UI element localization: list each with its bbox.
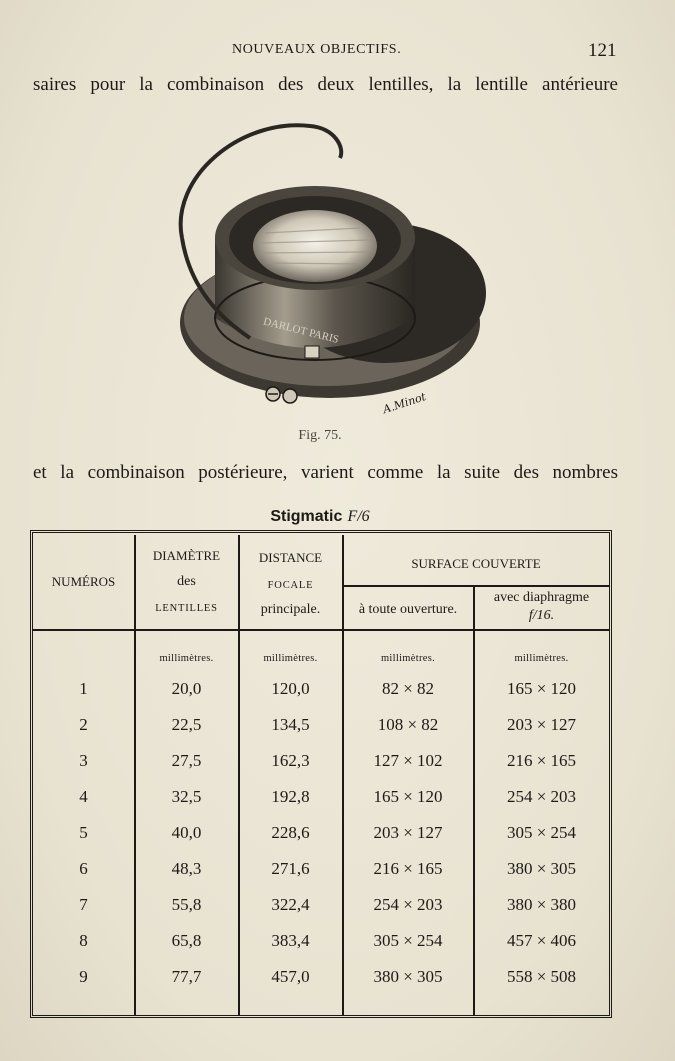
row-distance: 162,3 — [271, 751, 310, 770]
header-principale: principale. — [260, 602, 321, 617]
lens-engraving — [160, 118, 500, 418]
body-text-line-1: saires pour la combinaison des deux lentilles, la lentille antérieure — [33, 74, 618, 95]
row-diametre: 20,0 — [171, 679, 202, 698]
row-distance: 322,4 — [271, 895, 310, 914]
figure-caption: Fig. 75. — [298, 428, 342, 443]
row-surface-toute: 305 × 254 — [373, 931, 443, 950]
header-diaphragme-ratio: f/16. — [528, 608, 555, 623]
table-title-name: Stigmatic — [270, 508, 343, 525]
row-numero: 1 — [79, 679, 88, 698]
row-distance: 383,4 — [271, 931, 310, 950]
row-numero: 2 — [79, 715, 88, 734]
unit-toute-ouverture: millimètres. — [380, 653, 436, 664]
row-distance: 228,6 — [271, 823, 310, 842]
header-distance: DISTANCE — [258, 550, 323, 565]
row-surface-toute: 254 × 203 — [373, 895, 443, 914]
row-diametre: 77,7 — [171, 967, 202, 986]
row-surface-diaphragme: 457 × 406 — [506, 931, 577, 950]
header-numeros: NUMÉROS — [51, 574, 116, 589]
body-text-line-2: et la combinaison postérieure, varient comme la suite des nombres — [33, 462, 618, 483]
page-number: 121 — [588, 40, 617, 61]
row-surface-diaphragme: 380 × 380 — [506, 895, 577, 914]
header-lentilles: LENTILLES — [155, 603, 218, 614]
table-title — [0, 506, 640, 526]
row-numero: 7 — [79, 895, 88, 914]
row-surface-diaphragme: 165 × 120 — [506, 679, 577, 698]
header-surface-couverte: SURFACE COUVERTE — [411, 556, 541, 571]
row-surface-diaphragme: 558 × 508 — [506, 967, 577, 986]
row-diametre: 40,0 — [171, 823, 202, 842]
running-head: NOUVEAUX OBJECTIFS. — [232, 42, 402, 57]
row-diametre: 55,8 — [171, 895, 202, 914]
row-surface-toute: 82 × 82 — [381, 679, 435, 698]
row-surface-toute: 108 × 82 — [377, 715, 439, 734]
unit-distance: millimètres. — [263, 653, 318, 664]
header-toute-ouverture: à toute ouverture. — [358, 602, 458, 617]
row-distance: 120,0 — [271, 679, 310, 698]
row-surface-toute: 216 × 165 — [373, 859, 443, 878]
row-surface-toute: 203 × 127 — [373, 823, 443, 842]
row-surface-toute: 127 × 102 — [373, 751, 443, 770]
row-distance: 271,6 — [271, 859, 310, 878]
table-title-ratio: F/6 — [347, 508, 370, 525]
row-distance: 192,8 — [271, 787, 310, 806]
row-diametre: 48,3 — [171, 859, 202, 878]
row-surface-diaphragme: 203 × 127 — [506, 715, 577, 734]
row-diametre: 65,8 — [171, 931, 202, 950]
row-surface-diaphragme: 216 × 165 — [506, 751, 577, 770]
row-numero: 8 — [79, 931, 88, 950]
row-numero: 3 — [79, 751, 88, 770]
header-focale: FOCALE — [267, 580, 314, 591]
engraver-signature: A.Minot — [381, 390, 428, 417]
row-diametre: 27,5 — [171, 751, 202, 770]
row-surface-diaphragme: 380 × 305 — [506, 859, 577, 878]
unit-diametre: millimètres. — [159, 653, 214, 664]
header-diametre: DIAMÈTRE — [152, 548, 221, 563]
row-diametre: 22,5 — [171, 715, 202, 734]
row-distance: 134,5 — [271, 715, 310, 734]
header-avec-diaphragme: avec diaphragme — [493, 590, 590, 605]
row-numero: 4 — [79, 787, 88, 806]
row-numero: 9 — [79, 967, 88, 986]
row-surface-toute: 165 × 120 — [373, 787, 443, 806]
row-diametre: 32,5 — [171, 787, 202, 806]
row-distance: 457,0 — [271, 967, 310, 986]
row-surface-diaphragme: 254 × 203 — [506, 787, 577, 806]
unit-avec-diaphragme: millimètres. — [514, 653, 569, 664]
engraving-lettering: DARLOT PARIS — [261, 315, 340, 346]
row-surface-toute: 380 × 305 — [373, 967, 443, 986]
specs-table — [30, 530, 612, 1018]
row-numero: 5 — [79, 823, 88, 842]
header-diametre-des: des — [177, 574, 196, 589]
row-surface-diaphragme: 305 × 254 — [506, 823, 577, 842]
row-numero: 6 — [79, 859, 88, 878]
